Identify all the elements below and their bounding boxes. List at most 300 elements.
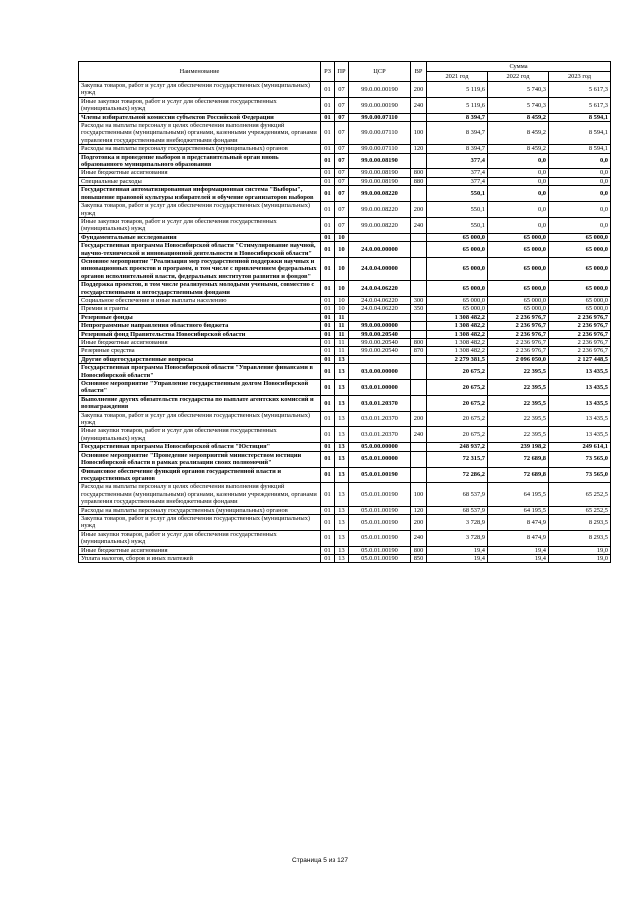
- row-2023: 65 000,0: [549, 281, 611, 297]
- row-2021: 65 000,0: [427, 233, 488, 241]
- row-rz: 01: [321, 113, 335, 121]
- row-csr: 99.0.00.08190: [349, 153, 411, 169]
- row-vr: [411, 443, 427, 451]
- row-2021: 2 279 381,5: [427, 355, 488, 363]
- row-2022: 2 236 976,7: [488, 347, 549, 355]
- row-name: Иные бюджетные ассигнования: [79, 546, 321, 554]
- row-2022: 8 459,2: [488, 113, 549, 121]
- row-pr: 07: [335, 169, 349, 177]
- row-csr: 24.0.04.06220: [349, 296, 411, 304]
- row-2021: 72 315,7: [427, 451, 488, 467]
- row-2023: 65 252,5: [549, 483, 611, 506]
- row-2022: 19,4: [488, 554, 549, 562]
- row-2022: 19,4: [488, 546, 549, 554]
- row-name: Фундаментальные исследования: [79, 233, 321, 241]
- row-2021: 20 675,2: [427, 427, 488, 443]
- row-2021: 65 000,0: [427, 281, 488, 297]
- table-header: [79, 62, 611, 82]
- row-rz: 01: [321, 506, 335, 514]
- row-rz: 01: [321, 554, 335, 562]
- row-2023: 0,0: [549, 153, 611, 169]
- table-row: [79, 153, 611, 169]
- row-pr: 13: [335, 467, 349, 483]
- table-row: [79, 145, 611, 153]
- row-pr: 07: [335, 177, 349, 185]
- table-row: [79, 296, 611, 304]
- row-2023: 8 293,5: [549, 514, 611, 530]
- row-csr: 03.0.01.00000: [349, 380, 411, 396]
- row-pr: 11: [335, 322, 349, 330]
- row-vr: [411, 364, 427, 380]
- row-csr: 03.0.01.20370: [349, 395, 411, 411]
- row-2023: 13 435,5: [549, 411, 611, 427]
- row-2023: 73 565,0: [549, 467, 611, 483]
- row-2021: 8 394,7: [427, 145, 488, 153]
- row-rz: 01: [321, 411, 335, 427]
- row-2021: 68 537,9: [427, 506, 488, 514]
- row-csr: 99.0.00.20540: [349, 339, 411, 347]
- row-2022: 22 395,5: [488, 411, 549, 427]
- row-csr: 05.0.01.00000: [349, 451, 411, 467]
- row-name: Государственная программа Новосибирской области "Юстиция": [79, 443, 321, 451]
- row-rz: 01: [321, 427, 335, 443]
- row-pr: 13: [335, 411, 349, 427]
- row-2023: 2 127 448,5: [549, 355, 611, 363]
- row-name: Основное мероприятие "Проведение мероприятий министерством юстиции Новосибирской области в рамках реализации своих полномочий": [79, 451, 321, 467]
- row-name: Иные закупки товаров, работ и услуг для обеспечения государственных (муниципальных) нужд: [79, 530, 321, 546]
- table-row: [79, 347, 611, 355]
- col-year-2021-header: 2021 год: [427, 72, 488, 82]
- row-pr: 13: [335, 506, 349, 514]
- row-2023: 0,0: [549, 177, 611, 185]
- table-row: [79, 443, 611, 451]
- row-csr: [349, 233, 411, 241]
- row-csr: 99.0.00.08190: [349, 169, 411, 177]
- row-name: Резервные средства: [79, 347, 321, 355]
- table-row: [79, 330, 611, 338]
- row-2022: 22 395,5: [488, 395, 549, 411]
- row-2021: 3 728,9: [427, 530, 488, 546]
- table-row: [79, 546, 611, 554]
- row-2021: 5 119,6: [427, 97, 488, 113]
- row-pr: 07: [335, 113, 349, 121]
- row-vr: [411, 380, 427, 396]
- row-2022: 2 236 976,7: [488, 339, 549, 347]
- row-2022: 22 395,5: [488, 380, 549, 396]
- row-vr: [411, 395, 427, 411]
- row-2021: 3 728,9: [427, 514, 488, 530]
- row-2021: 65 000,0: [427, 296, 488, 304]
- row-2023: 0,0: [549, 186, 611, 202]
- row-vr: 800: [411, 339, 427, 347]
- row-csr: 05.0.01.00190: [349, 506, 411, 514]
- row-name: Выполнение других обязательств государства по выплате агентских комиссий и вознаграждения: [79, 395, 321, 411]
- row-name: Расходы на выплаты персоналу государственных (муниципальных) органов: [79, 506, 321, 514]
- table-row: [79, 364, 611, 380]
- row-pr: 13: [335, 451, 349, 467]
- row-vr: [411, 467, 427, 483]
- row-rz: 01: [321, 330, 335, 338]
- row-2023: 2 236 976,7: [549, 322, 611, 330]
- row-name: Непрограммные направления областного бюджета: [79, 322, 321, 330]
- row-2023: 13 435,5: [549, 395, 611, 411]
- row-rz: 01: [321, 305, 335, 313]
- row-2021: 1 308 482,2: [427, 330, 488, 338]
- row-vr: 100: [411, 122, 427, 145]
- row-2021: 1 308 482,2: [427, 322, 488, 330]
- row-vr: [411, 257, 427, 280]
- row-rz: 01: [321, 153, 335, 169]
- row-rz: 01: [321, 514, 335, 530]
- col-rz-header: РЗ: [321, 62, 335, 82]
- row-rz: 01: [321, 451, 335, 467]
- row-rz: 01: [321, 347, 335, 355]
- row-2022: 5 740,3: [488, 97, 549, 113]
- row-2023: 65 000,0: [549, 296, 611, 304]
- row-2021: 19,4: [427, 554, 488, 562]
- row-2022: 5 740,3: [488, 82, 549, 98]
- col-name-header: Наименование: [79, 62, 321, 82]
- row-2022: 0,0: [488, 186, 549, 202]
- row-2021: 1 308 482,2: [427, 313, 488, 321]
- row-name: Основное мероприятие "Управление государственным долгом Новосибирской области": [79, 380, 321, 396]
- row-2023: 65 000,0: [549, 305, 611, 313]
- row-2023: 2 236 976,7: [549, 347, 611, 355]
- row-csr: 24.0.04.06220: [349, 305, 411, 313]
- table-row: [79, 554, 611, 562]
- row-2022: 0,0: [488, 153, 549, 169]
- col-csr-header: ЦСР: [349, 62, 411, 82]
- row-pr: 10: [335, 233, 349, 241]
- row-2023: 65 252,5: [549, 506, 611, 514]
- row-csr: 99.0.00.20540: [349, 330, 411, 338]
- row-rz: 01: [321, 443, 335, 451]
- row-2022: 65 000,0: [488, 305, 549, 313]
- row-vr: 240: [411, 97, 427, 113]
- row-vr: 120: [411, 145, 427, 153]
- budget-table-sheet: [78, 61, 610, 563]
- row-2022: 22 395,5: [488, 364, 549, 380]
- row-csr: 05.0.01.00190: [349, 546, 411, 554]
- row-pr: 07: [335, 82, 349, 98]
- row-2021: 377,4: [427, 169, 488, 177]
- table-row: [79, 395, 611, 411]
- table-row: [79, 411, 611, 427]
- row-name: Закупка товаров, работ и услуг для обеспечения государственных (муниципальных) нужд: [79, 202, 321, 218]
- row-name: Расходы на выплаты персоналу государственных (муниципальных) органов: [79, 145, 321, 153]
- row-2022: 72 689,8: [488, 451, 549, 467]
- row-2021: 1 308 482,2: [427, 347, 488, 355]
- row-pr: 07: [335, 145, 349, 153]
- row-2023: 65 000,0: [549, 257, 611, 280]
- row-vr: [411, 281, 427, 297]
- row-2023: 19,0: [549, 554, 611, 562]
- row-2021: 377,4: [427, 177, 488, 185]
- row-2023: 8 594,1: [549, 122, 611, 145]
- row-2021: 8 394,7: [427, 113, 488, 121]
- row-csr: [349, 355, 411, 363]
- row-pr: 13: [335, 443, 349, 451]
- row-rz: 01: [321, 177, 335, 185]
- row-pr: 10: [335, 281, 349, 297]
- row-vr: 240: [411, 217, 427, 233]
- row-csr: 99.0.00.07110: [349, 113, 411, 121]
- row-2023: 8 293,5: [549, 530, 611, 546]
- row-2021: 8 394,7: [427, 122, 488, 145]
- row-rz: 01: [321, 233, 335, 241]
- row-vr: 200: [411, 411, 427, 427]
- row-rz: 01: [321, 483, 335, 506]
- row-2023: 65 000,0: [549, 242, 611, 258]
- table-row: [79, 313, 611, 321]
- row-vr: [411, 355, 427, 363]
- row-pr: 11: [335, 313, 349, 321]
- row-vr: 200: [411, 514, 427, 530]
- row-rz: 01: [321, 296, 335, 304]
- row-rz: 01: [321, 281, 335, 297]
- row-2022: 0,0: [488, 202, 549, 218]
- row-2023: 8 594,1: [549, 145, 611, 153]
- col-year-2022-header: 2022 год: [488, 72, 549, 82]
- row-2021: 550,1: [427, 202, 488, 218]
- row-2023: 0,0: [549, 217, 611, 233]
- row-rz: 01: [321, 82, 335, 98]
- row-vr: 240: [411, 530, 427, 546]
- row-2022: 0,0: [488, 177, 549, 185]
- table-row: [79, 451, 611, 467]
- row-vr: [411, 153, 427, 169]
- table-row: [79, 322, 611, 330]
- row-2022: 8 474,9: [488, 514, 549, 530]
- row-2023: 13 435,5: [549, 380, 611, 396]
- row-name: Основное мероприятие "Реализация мер государственной поддержки научных и инновационных проектов и программ, в том числе с привлечением федеральных органов исполнительной власти, федеральных институтов развития и фондов": [79, 257, 321, 280]
- row-rz: 01: [321, 169, 335, 177]
- table-row: [79, 82, 611, 98]
- row-2021: 65 000,0: [427, 242, 488, 258]
- row-rz: 01: [321, 122, 335, 145]
- row-name: Иные бюджетные ассигнования: [79, 339, 321, 347]
- row-name: Специальные расходы: [79, 177, 321, 185]
- row-name: Социальное обеспечение и иные выплаты населению: [79, 296, 321, 304]
- table-row: [79, 186, 611, 202]
- table-row: [79, 380, 611, 396]
- row-csr: 99.0.00.08190: [349, 177, 411, 185]
- row-2022: 65 000,0: [488, 257, 549, 280]
- row-name: Иные закупки товаров, работ и услуг для обеспечения государственных (муниципальных) нужд: [79, 217, 321, 233]
- row-csr: [349, 313, 411, 321]
- row-2023: 19,0: [549, 546, 611, 554]
- row-pr: 10: [335, 257, 349, 280]
- table-row: [79, 514, 611, 530]
- row-2023: 65 000,0: [549, 233, 611, 241]
- row-2022: 2 096 050,0: [488, 355, 549, 363]
- row-vr: 350: [411, 305, 427, 313]
- row-2021: 20 675,2: [427, 380, 488, 396]
- row-2021: 550,1: [427, 186, 488, 202]
- row-2022: 239 198,2: [488, 443, 549, 451]
- budget-table: [78, 61, 611, 563]
- row-2021: 20 675,2: [427, 364, 488, 380]
- row-2023: 2 236 976,7: [549, 330, 611, 338]
- row-pr: 11: [335, 347, 349, 355]
- table-row: [79, 233, 611, 241]
- row-rz: 01: [321, 395, 335, 411]
- row-csr: 99.0.00.00190: [349, 97, 411, 113]
- row-2022: 65 000,0: [488, 296, 549, 304]
- row-2022: 0,0: [488, 169, 549, 177]
- row-name: Подготовка и проведение выборов в представительный орган вновь образованного муниципального образования: [79, 153, 321, 169]
- row-2021: 65 000,0: [427, 305, 488, 313]
- row-vr: [411, 242, 427, 258]
- table-row: [79, 257, 611, 280]
- row-pr: 13: [335, 380, 349, 396]
- row-name: Иные закупки товаров, работ и услуг для обеспечения государственных (муниципальных) нужд: [79, 97, 321, 113]
- row-vr: [411, 313, 427, 321]
- row-rz: 01: [321, 202, 335, 218]
- row-2021: 20 675,2: [427, 395, 488, 411]
- table-row: [79, 281, 611, 297]
- row-2021: 377,4: [427, 153, 488, 169]
- row-2022: 64 195,5: [488, 483, 549, 506]
- row-2022: 2 236 976,7: [488, 330, 549, 338]
- row-2023: 0,0: [549, 202, 611, 218]
- row-rz: 01: [321, 546, 335, 554]
- table-row: [79, 427, 611, 443]
- row-vr: [411, 330, 427, 338]
- row-2023: 5 617,3: [549, 82, 611, 98]
- row-pr: 13: [335, 427, 349, 443]
- row-rz: 01: [321, 242, 335, 258]
- row-rz: 01: [321, 364, 335, 380]
- row-pr: 11: [335, 330, 349, 338]
- row-pr: 13: [335, 483, 349, 506]
- row-csr: 24.0.04.06220: [349, 281, 411, 297]
- row-pr: 13: [335, 546, 349, 554]
- row-rz: 01: [321, 380, 335, 396]
- row-pr: 07: [335, 217, 349, 233]
- row-csr: 05.0.01.00190: [349, 514, 411, 530]
- table-row: [79, 530, 611, 546]
- row-2023: 13 435,5: [549, 427, 611, 443]
- row-csr: 05.0.01.00190: [349, 483, 411, 506]
- row-vr: [411, 451, 427, 467]
- row-rz: 01: [321, 313, 335, 321]
- row-rz: 01: [321, 355, 335, 363]
- row-vr: [411, 186, 427, 202]
- row-csr: 99.0.00.07110: [349, 145, 411, 153]
- row-2021: 1 308 482,2: [427, 339, 488, 347]
- row-name: Финансовое обеспечение функций органов государственной власти и государственных органов: [79, 467, 321, 483]
- row-csr: 24.0.00.00000: [349, 242, 411, 258]
- row-csr: 05.0.01.00190: [349, 554, 411, 562]
- row-name: Закупка товаров, работ и услуг для обеспечения государственных (муниципальных) нужд: [79, 411, 321, 427]
- table-row: [79, 202, 611, 218]
- row-2022: 65 000,0: [488, 281, 549, 297]
- table-row: [79, 355, 611, 363]
- row-name: Резервный фонд Правительства Новосибирской области: [79, 330, 321, 338]
- row-vr: 240: [411, 427, 427, 443]
- row-name: Закупка товаров, работ и услуг для обеспечения государственных (муниципальных) нужд: [79, 82, 321, 98]
- table-row: [79, 506, 611, 514]
- row-csr: 99.0.00.00190: [349, 82, 411, 98]
- table-row: [79, 242, 611, 258]
- row-2021: 72 286,2: [427, 467, 488, 483]
- row-pr: 13: [335, 554, 349, 562]
- table-row: [79, 177, 611, 185]
- table-row: [79, 169, 611, 177]
- row-vr: 200: [411, 82, 427, 98]
- row-2022: 22 395,5: [488, 427, 549, 443]
- row-pr: 13: [335, 514, 349, 530]
- row-name: Иные закупки товаров, работ и услуг для обеспечения государственных (муниципальных) нужд: [79, 427, 321, 443]
- table-row: [79, 113, 611, 121]
- row-csr: 05.0.01.00190: [349, 530, 411, 546]
- row-vr: 880: [411, 177, 427, 185]
- row-vr: 300: [411, 296, 427, 304]
- row-pr: 07: [335, 122, 349, 145]
- row-vr: 200: [411, 202, 427, 218]
- row-csr: 03.0.00.00000: [349, 364, 411, 380]
- row-rz: 01: [321, 530, 335, 546]
- row-2023: 5 617,3: [549, 97, 611, 113]
- row-name: Уплата налогов, сборов и иных платежей: [79, 554, 321, 562]
- row-pr: 07: [335, 97, 349, 113]
- table-row: [79, 97, 611, 113]
- col-sum-header: Сумма: [427, 62, 611, 72]
- row-name: Поддержка проектов, в том числе реализуемых молодыми учеными, совместно с государственными и негосударственными фондами: [79, 281, 321, 297]
- row-pr: 13: [335, 395, 349, 411]
- table-row: [79, 467, 611, 483]
- row-pr: 07: [335, 202, 349, 218]
- row-2022: 65 000,0: [488, 233, 549, 241]
- row-pr: 13: [335, 530, 349, 546]
- row-name: Премии и гранты: [79, 305, 321, 313]
- row-pr: 13: [335, 364, 349, 380]
- row-rz: 01: [321, 322, 335, 330]
- row-2023: 0,0: [549, 169, 611, 177]
- row-csr: 99.0.00.00000: [349, 322, 411, 330]
- row-name: Государственная программа Новосибирской области "Стимулирование научной, научно-технической и инновационной деятельности в Новосибирской области": [79, 242, 321, 258]
- row-name: Резервные фонды: [79, 313, 321, 321]
- row-2022: 8 459,2: [488, 122, 549, 145]
- row-vr: 120: [411, 506, 427, 514]
- row-name: Иные бюджетные ассигнования: [79, 169, 321, 177]
- row-vr: 850: [411, 554, 427, 562]
- row-csr: 03.0.01.20370: [349, 427, 411, 443]
- table-row: [79, 305, 611, 313]
- row-2022: 64 195,5: [488, 506, 549, 514]
- table-row: [79, 122, 611, 145]
- row-2023: 13 435,5: [549, 364, 611, 380]
- row-csr: 99.0.00.08220: [349, 202, 411, 218]
- row-csr: 05.0.01.00190: [349, 467, 411, 483]
- row-pr: 07: [335, 153, 349, 169]
- row-pr: 10: [335, 305, 349, 313]
- row-vr: 800: [411, 169, 427, 177]
- row-2022: 2 236 976,7: [488, 313, 549, 321]
- row-2022: 65 000,0: [488, 242, 549, 258]
- table-row: [79, 339, 611, 347]
- row-2023: 8 594,1: [549, 113, 611, 121]
- row-rz: 01: [321, 217, 335, 233]
- row-pr: 11: [335, 339, 349, 347]
- row-2023: 2 236 976,7: [549, 313, 611, 321]
- row-2022: 2 236 976,7: [488, 322, 549, 330]
- row-2021: 68 537,9: [427, 483, 488, 506]
- row-2022: 8 474,9: [488, 530, 549, 546]
- row-rz: 01: [321, 467, 335, 483]
- row-2022: 8 459,2: [488, 145, 549, 153]
